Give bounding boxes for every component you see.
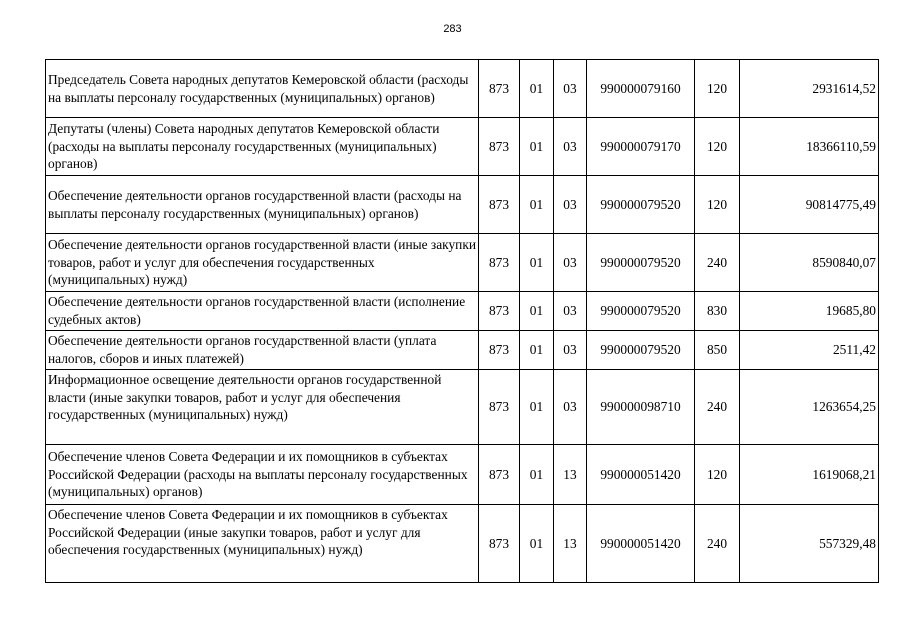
page-number: 283 <box>443 23 462 35</box>
row-description: Обеспечение деятельности органов государственной власти (исполнение судебных актов) <box>46 292 479 331</box>
row-target-article-code: 990000079520 <box>587 234 695 292</box>
row-expense-type-code: 120 <box>695 176 740 234</box>
table-row <box>46 176 879 234</box>
row-target-article-code: 990000051420 <box>587 445 695 505</box>
row-expense-type-code: 850 <box>695 331 740 370</box>
row-amount: 1263654,25 <box>740 370 879 445</box>
row-target-article-code: 990000098710 <box>587 370 695 445</box>
row-amount: 1619068,21 <box>740 445 879 505</box>
table-row <box>46 445 879 505</box>
row-target-article-code: 990000051420 <box>587 505 695 583</box>
row-description: Обеспечение членов Совета Федерации и их помощников в субъектах Российской Федерации (иные закупки товаров, работ и услуг для обеспечения государственных (муниципальных) нужд) <box>46 505 479 583</box>
table-row <box>46 292 879 331</box>
row-grbs-code: 873 <box>479 292 520 331</box>
row-section-code: 01 <box>520 60 554 118</box>
row-expense-type-code: 120 <box>695 445 740 505</box>
table-row <box>46 234 879 292</box>
row-description: Обеспечение деятельности органов государственной власти (уплата налогов, сборов и иных платежей) <box>46 331 479 370</box>
row-target-article-code: 990000079520 <box>587 292 695 331</box>
row-section-code: 01 <box>520 118 554 176</box>
row-expense-type-code: 240 <box>695 505 740 583</box>
row-expense-type-code: 240 <box>695 234 740 292</box>
row-subsection-code: 03 <box>554 60 587 118</box>
row-description: Обеспечение членов Совета Федерации и их помощников в субъектах Российской Федерации (расходы на выплаты персоналу государственных (муниципальных) органов) <box>46 445 479 505</box>
row-amount: 90814775,49 <box>740 176 879 234</box>
row-subsection-code: 03 <box>554 331 587 370</box>
table-row <box>46 118 879 176</box>
row-description: Информационное освещение деятельности органов государственной власти (иные закупки товаров, работ и услуг для обеспечения государственных (муниципальных) нужд) <box>46 370 479 445</box>
row-expense-type-code: 120 <box>695 60 740 118</box>
row-grbs-code: 873 <box>479 445 520 505</box>
row-section-code: 01 <box>520 331 554 370</box>
row-subsection-code: 03 <box>554 234 587 292</box>
row-subsection-code: 03 <box>554 118 587 176</box>
row-grbs-code: 873 <box>479 370 520 445</box>
row-grbs-code: 873 <box>479 234 520 292</box>
row-description: Председатель Совета народных депутатов Кемеровской области (расходы на выплаты персоналу государственных (муниципальных) органов) <box>46 60 479 118</box>
row-target-article-code: 990000079170 <box>587 118 695 176</box>
row-grbs-code: 873 <box>479 331 520 370</box>
row-subsection-code: 03 <box>554 370 587 445</box>
row-expense-type-code: 240 <box>695 370 740 445</box>
row-target-article-code: 990000079160 <box>587 60 695 118</box>
row-amount: 19685,80 <box>740 292 879 331</box>
row-section-code: 01 <box>520 292 554 331</box>
row-subsection-code: 03 <box>554 176 587 234</box>
row-amount: 8590840,07 <box>740 234 879 292</box>
row-description: Депутаты (члены) Совета народных депутатов Кемеровской области (расходы на выплаты персоналу государственных (муниципальных) органов) <box>46 118 479 176</box>
row-amount: 557329,48 <box>740 505 879 583</box>
row-amount: 2511,42 <box>740 331 879 370</box>
row-subsection-code: 13 <box>554 505 587 583</box>
row-section-code: 01 <box>520 505 554 583</box>
row-section-code: 01 <box>520 370 554 445</box>
row-section-code: 01 <box>520 234 554 292</box>
row-amount: 2931614,52 <box>740 60 879 118</box>
row-grbs-code: 873 <box>479 60 520 118</box>
table-row <box>46 60 879 118</box>
row-grbs-code: 873 <box>479 176 520 234</box>
budget-table <box>45 59 879 583</box>
row-target-article-code: 990000079520 <box>587 331 695 370</box>
row-section-code: 01 <box>520 445 554 505</box>
row-expense-type-code: 120 <box>695 118 740 176</box>
row-section-code: 01 <box>520 176 554 234</box>
table-row <box>46 370 879 445</box>
row-subsection-code: 03 <box>554 292 587 331</box>
table-row <box>46 331 879 370</box>
row-expense-type-code: 830 <box>695 292 740 331</box>
row-subsection-code: 13 <box>554 445 587 505</box>
row-target-article-code: 990000079520 <box>587 176 695 234</box>
row-amount: 18366110,59 <box>740 118 879 176</box>
row-grbs-code: 873 <box>479 118 520 176</box>
row-description: Обеспечение деятельности органов государственной власти (иные закупки товаров, работ и услуг для обеспечения государственных (муниципальных) нужд) <box>46 234 479 292</box>
row-description: Обеспечение деятельности органов государственной власти (расходы на выплаты персоналу государственных (муниципальных) органов) <box>46 176 479 234</box>
row-grbs-code: 873 <box>479 505 520 583</box>
table-row <box>46 505 879 583</box>
